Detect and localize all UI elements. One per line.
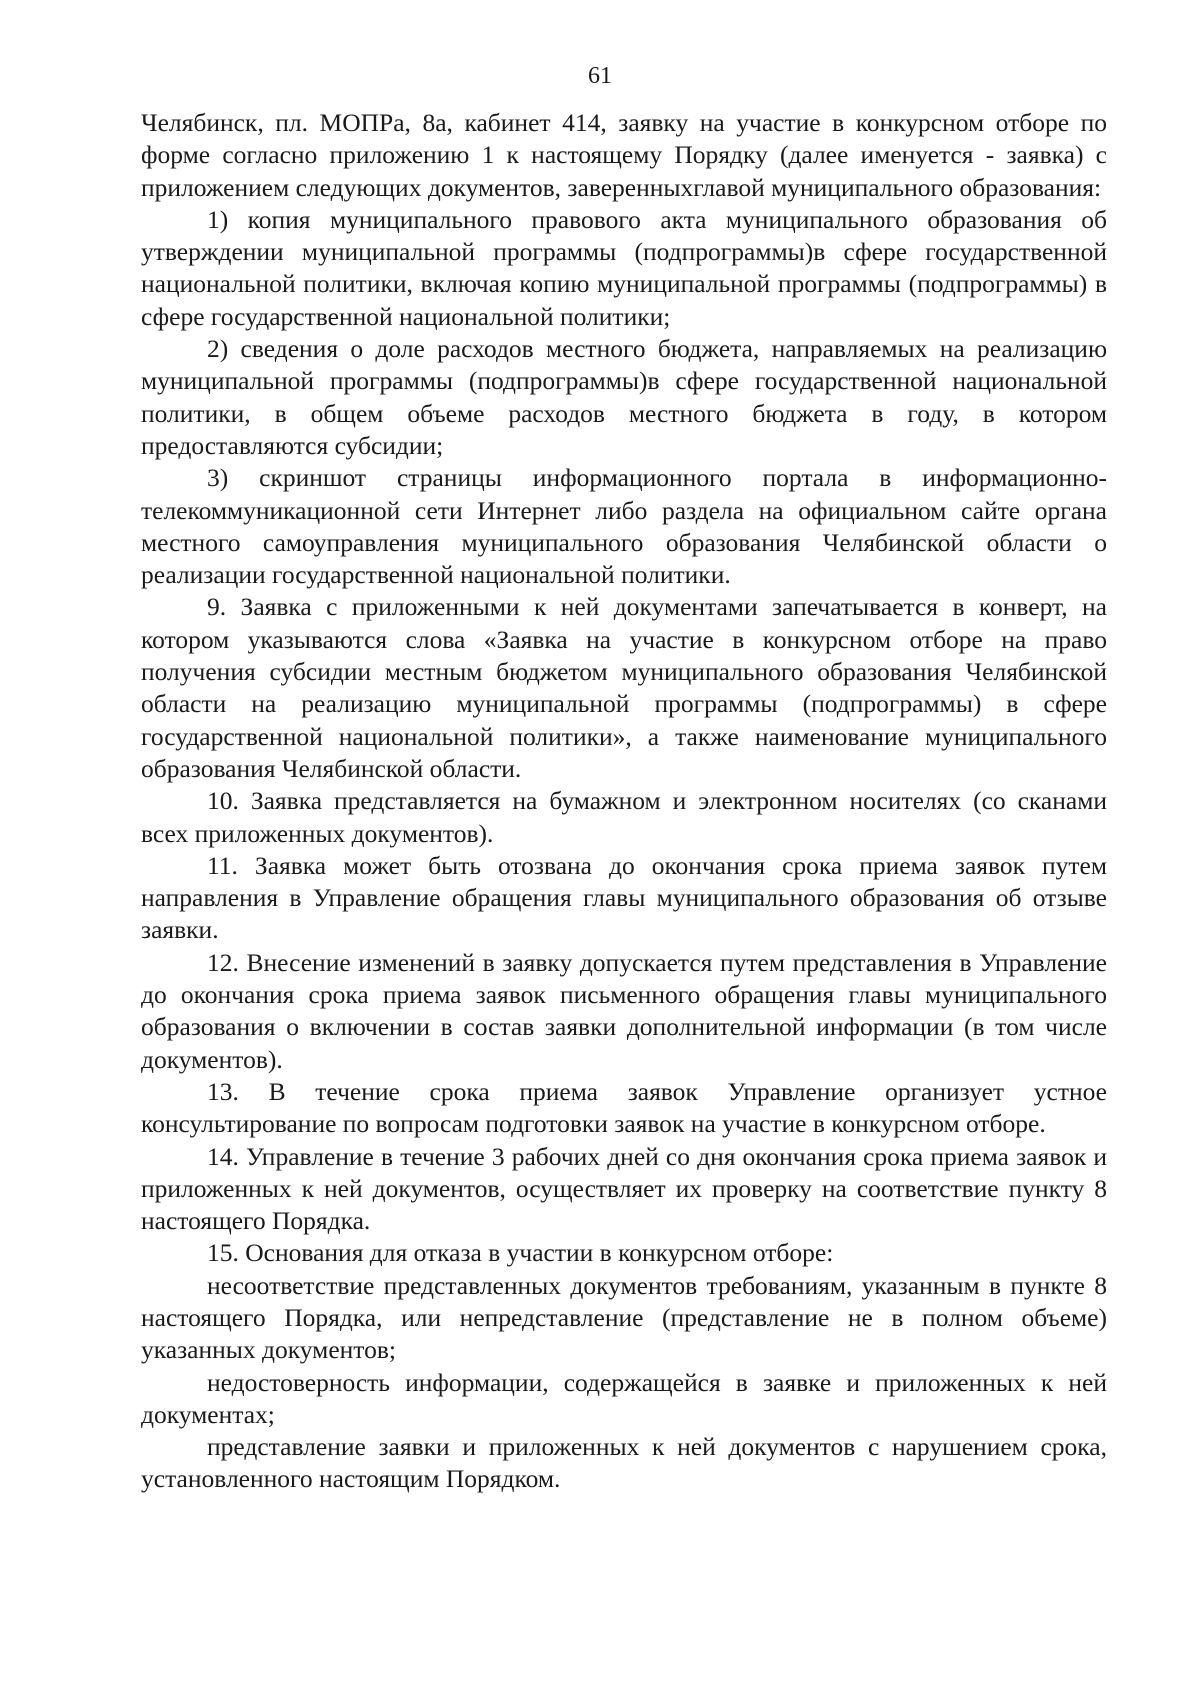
paragraph-clause-13: 13. В течение срока приема заявок Управление организует устное консультирование по вопросам подготовки заявок на участие в конкурсном отборе. xyxy=(141,1076,1107,1139)
paragraph-clause-10: 10. Заявка представляется на бумажном и электронном носителях (со сканами всех приложенных документов). xyxy=(141,786,1107,848)
paragraph-clause-15: 15. Основания для отказа в участии в конкурсном отборе: xyxy=(207,1238,834,1268)
paragraph-item-2: 2) сведения о доле расходов местного бюджета, направляемых на реализацию муниципальной программы (подпрограммы)в сфере государственной национальной политики, в общем объеме расходов местного бюджета в году, в котором предоставляются субсидии; xyxy=(141,334,1107,460)
paragraph-refusal-ground-1: несоответствие представленных документов требованиям, указанным в пункте 8 настоящего Порядка, или непредставление (представление не в полном объеме) указанных документов; xyxy=(141,1270,1107,1365)
paragraph-refusal-ground-3: представление заявки и приложенных к ней документов с нарушением срока, установленного настоящим Порядком. xyxy=(141,1432,1107,1494)
paragraph-clause-11: 11. Заявка может быть отозвана до окончания срока приема заявок путем направления в Управление обращения главы муниципального образования об отзыве заявки. xyxy=(141,850,1107,945)
paragraph-clause-12: 12. Внесение изменений в заявку допускается путем представления в Управление до окончания срока приема заявок письменного обращения главы муниципального образования о включении в состав заявки дополнительной информации (в том числе документов). xyxy=(141,947,1107,1074)
paragraph-item-1: 1) копия муниципального правового акта муниципального образования об утверждении муниципальной программы (подпрограммы)в сфере государственной национальной политики, включая копию муниципальной программы (подпрограммы) в сфере государственной национальной политики; xyxy=(141,204,1107,331)
paragraph-refusal-ground-2: недостоверность информации, содержащейся в заявке и приложенных к ней документах; xyxy=(141,1367,1107,1429)
document-body xyxy=(141,107,1107,1496)
page-number: 61 xyxy=(588,63,612,89)
paragraph-intro-continuation: Челябинск, пл. МОПРа, 8а, кабинет 414, заявку на участие в конкурсном отборе по форме согласно приложению 1 к настоящему Порядку (далее именуется - заявка) с приложением следующих документов, заверенныхглавой муниципального образования: xyxy=(141,108,1107,202)
paragraph-item-3: 3) скриншот страницы информационного портала в информационно-телекоммуникационной сети Интернет либо раздела на официальном сайте органа местного самоуправления муниципального образования Челябинской области о реализации государственной национальной политики. xyxy=(141,463,1107,590)
paragraph-clause-9: 9. Заявка с приложенными к ней документами запечатывается в конверт, на котором указываются слова «Заявка на участие в конкурсном отборе на право получения субсидии местным бюджетом муниципального образования Челябинской области на реализацию муниципальной программы (подпрограммы) в сфере государственной национальной политики», а также наименование муниципального образования Челябинской области. xyxy=(141,592,1107,783)
paragraph-clause-14: 14. Управление в течение 3 рабочих дней со дня окончания срока приема заявок и приложенных к ней документов, осуществляет их проверку на соответствие пункту 8 настоящего Порядка. xyxy=(141,1141,1107,1236)
